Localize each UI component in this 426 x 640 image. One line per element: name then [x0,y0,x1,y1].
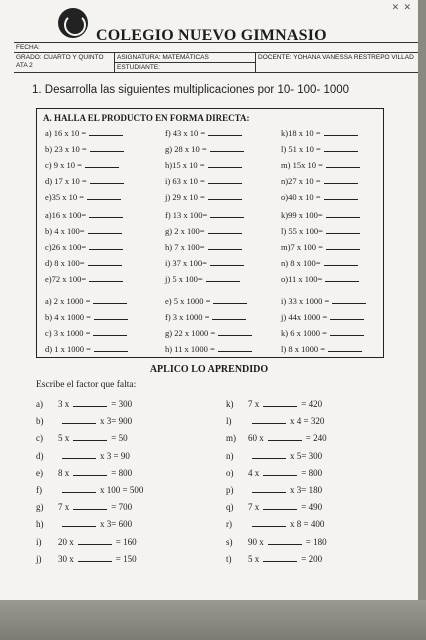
answer-blank[interactable] [94,343,128,352]
missing-factor-item [36,467,132,478]
exercise-item [281,225,360,236]
missing-factor-item [226,518,324,529]
estudiante-label: ESTUDIANTE: [115,62,255,72]
item-letter: k) [226,399,234,409]
equation-text: = 240 [305,433,327,444]
answer-blank[interactable] [263,398,297,407]
item-letter: j) [36,553,42,564]
missing-factor-item [226,432,327,443]
missing-factor-item [226,415,324,426]
exercise-item [281,143,358,154]
answer-blank[interactable] [73,467,107,476]
exercise-item [281,273,359,284]
exercise-item [165,127,242,138]
exercise-text: f) 43 x 10 = [165,128,206,138]
exercise-text: e) 5 x 1000 = [165,296,211,306]
answer-blank[interactable] [330,327,364,336]
answer-blank[interactable] [332,295,366,304]
equation-text: = 50 [111,433,128,444]
exercise-item [165,209,244,220]
exercise-item [281,191,358,202]
exercise-item [281,257,358,268]
exercise-text: e)35 x 10 = [45,192,85,202]
exercise-item [45,343,128,354]
answer-blank[interactable] [73,432,107,441]
exercise-text: k)18 x 10 = [281,128,321,138]
factor-text: 7 x [248,399,260,409]
answer-blank[interactable] [62,484,96,493]
exercise-text: h)15 x 10 = [165,160,205,170]
question-1-text: 1. Desarrolla las siguientes multiplicaciones por 10- 100- 1000 [32,84,350,96]
missing-factor-item [36,553,137,564]
equation-text: x 3= 600 [100,519,133,530]
exercise-text: c) 3 x 1000 = [45,328,91,338]
equation-text: = 160 [115,536,137,547]
exercise-text: d) 8 x 100= [45,258,85,268]
equation-text: = 800 [301,467,323,478]
exercise-item [281,311,364,322]
answer-blank[interactable] [78,553,112,562]
exercise-item [281,175,358,186]
exercise-item [281,209,360,220]
answer-blank[interactable] [268,432,302,441]
equation-text: = 180 [305,536,327,547]
exercise-item [281,343,362,354]
factor-text: 8 x [58,467,70,478]
exercise-item [165,175,242,186]
item-letter: d) [36,450,44,461]
equation-text: x 4 = 320 [290,416,325,427]
item-letter: t) [226,553,232,564]
exercise-item [281,295,366,306]
factor-text: 5 x [248,553,260,564]
exercise-item [45,127,123,138]
factor-text: 5 x [58,433,70,444]
header-table [14,42,418,73]
exercise-text: k)99 x 100= [281,210,323,220]
answer-blank[interactable] [268,536,302,545]
equation-text: = 800 [111,467,133,478]
exercise-text: e)72 x 100= [45,274,87,284]
grado-label: GRADO: CUARTO Y QUINTO ATA 2 [16,54,104,69]
answer-blank[interactable] [263,553,297,562]
section-b-intro: Escribe el factor que falta: [36,380,137,390]
exercise-item [281,327,364,338]
missing-factor-item [36,432,128,443]
item-letter: a) [36,399,43,409]
exercise-text: g) 22 x 1000 = [165,328,216,338]
exercise-text: a)16 x 100= [45,210,87,220]
answer-blank[interactable] [208,175,242,184]
exercise-text: f) 13 x 100= [165,210,208,220]
exercise-item [45,191,121,202]
answer-blank[interactable] [73,398,107,407]
exercise-item [45,225,122,236]
answer-blank[interactable] [328,343,362,352]
answer-blank[interactable] [90,175,124,184]
exercise-item [45,241,123,252]
answer-blank[interactable] [62,415,96,424]
exercise-text: j) 5 x 100= [165,274,203,284]
equation-text: = 490 [301,502,323,513]
exercise-text: a) 2 x 1000 = [45,296,91,306]
answer-blank[interactable] [324,175,358,184]
missing-factor-item [36,398,132,409]
equation-text: x 5= 300 [290,450,323,461]
exercise-text: c) 9 x 10 = [45,160,82,170]
equation-text: x 8 = 400 [290,519,325,530]
equation-text: x 100 = 500 [100,485,144,495]
equation-text: x 3= 900 [100,416,133,427]
exercise-text: f) 3 x 1000 = [165,312,210,322]
corner-decoration: ✕ ✕ [391,2,412,12]
factor-text: 90 x [248,536,264,547]
exercise-item [281,127,358,138]
missing-factor-item [226,501,322,512]
answer-blank[interactable] [89,127,123,136]
exercise-text: l) 55 x 100= [281,226,323,236]
exercise-text: i) 37 x 100= [165,258,207,268]
exercise-item [165,191,242,202]
school-name: COLEGIO NUEVO GIMNASIO [96,27,327,44]
answer-blank[interactable] [210,209,244,218]
answer-blank[interactable] [89,209,123,218]
missing-factor-item [36,501,132,512]
item-letter: l) [226,416,232,427]
exercise-item [45,273,123,284]
equation-text: = 200 [301,553,323,564]
section-a-box [36,108,384,358]
exercise-item [165,143,244,154]
factor-text: 7 x [58,502,70,513]
answer-blank[interactable] [89,273,123,282]
exercise-text: b) 23 x 10 = [45,144,87,154]
item-letter: e) [36,467,43,478]
item-letter: b) [36,416,44,427]
school-logo-icon [58,8,88,38]
missing-factor-item [226,398,322,409]
exercise-text: h) 11 x 1000 = [165,344,215,354]
exercise-text: n) 8 x 100= [281,258,321,268]
missing-factor-item [36,536,137,547]
answer-blank[interactable] [326,159,360,168]
item-letter: s) [226,536,233,547]
answer-blank[interactable] [88,225,122,234]
factor-text: 20 x [58,536,74,547]
answer-blank[interactable] [252,450,286,459]
exercise-text: i) 63 x 10 = [165,176,205,186]
answer-blank[interactable] [88,257,122,266]
exercise-item [165,241,242,252]
item-letter: r) [226,519,232,530]
exercise-item [45,311,128,322]
item-letter: p) [226,485,234,495]
answer-blank[interactable] [218,327,252,336]
exercise-text: d) 1 x 1000 = [45,344,91,354]
exercise-item [165,327,252,338]
missing-factor-item [36,518,132,529]
missing-factor-item [226,536,327,547]
item-letter: m) [226,433,236,444]
answer-blank[interactable] [87,191,121,200]
missing-factor-item [226,450,322,461]
exercise-text: o)11 x 100= [281,274,323,284]
answer-blank[interactable] [78,536,112,545]
item-letter: o) [226,467,234,478]
exercise-item [165,257,244,268]
answer-blank[interactable] [252,484,286,493]
exercise-item [165,343,252,354]
missing-factor-item [226,484,322,495]
answer-blank[interactable] [208,159,242,168]
missing-factor-item [36,415,132,426]
factor-text: 4 x [248,467,260,478]
exercise-text: l) 8 x 1000 = [281,344,325,354]
answer-blank[interactable] [62,450,96,459]
exercise-text: i) 33 x 1000 = [281,296,330,306]
answer-blank[interactable] [94,311,128,320]
answer-blank[interactable] [213,295,247,304]
answer-blank[interactable] [208,127,242,136]
exercise-text: g) 28 x 10 = [165,144,207,154]
answer-blank[interactable] [93,327,127,336]
answer-blank[interactable] [326,209,360,218]
missing-factor-item [226,467,322,478]
answer-blank[interactable] [212,311,246,320]
answer-blank[interactable] [93,295,127,304]
item-letter: i) [36,536,42,547]
answer-blank[interactable] [324,257,358,266]
exercise-text: k) 6 x 1000 = [281,328,327,338]
answer-blank[interactable] [206,273,240,282]
item-letter: n) [226,450,234,461]
answer-blank[interactable] [325,273,359,282]
exercise-text: l) 51 x 10 = [281,144,321,154]
exercise-item [45,209,123,220]
exercise-text: n)27 x 10 = [281,176,321,186]
answer-blank[interactable] [210,143,244,152]
answer-blank[interactable] [330,311,364,320]
exercise-text: o)40 x 10 = [281,192,321,202]
exercise-item [45,143,124,154]
answer-blank[interactable] [263,467,297,476]
answer-blank[interactable] [62,518,96,527]
missing-factor-item [36,450,130,461]
answer-blank[interactable] [263,501,297,510]
docente-label: DOCENTE: YOHANA VANESSA RESTREPO VILLAD [255,53,416,72]
equation-text: = 700 [111,502,133,513]
exercise-item [281,241,360,252]
answer-blank[interactable] [208,225,242,234]
factor-text: 30 x [58,553,74,564]
exercise-item [165,295,247,306]
exercise-text: m) 15x 10 = [281,160,323,170]
exercise-text: m)7 x 100 = [281,242,323,252]
answer-blank[interactable] [208,191,242,200]
item-letter: h) [36,519,44,530]
answer-blank[interactable] [324,191,358,200]
equation-text: x 3= 180 [290,485,323,495]
factor-text: 7 x [248,502,260,513]
answer-blank[interactable] [90,143,124,152]
exercise-item [165,311,246,322]
item-letter: q) [226,502,234,513]
item-letter: c) [36,433,43,444]
answer-blank[interactable] [252,415,286,424]
fecha-label: FECHA: [16,44,40,51]
answer-blank[interactable] [85,159,119,168]
answer-blank[interactable] [89,241,123,250]
equation-text: = 300 [111,399,133,409]
answer-blank[interactable] [210,257,244,266]
exercise-text: c)26 x 100= [45,242,87,252]
answer-blank[interactable] [252,518,286,527]
equation-text: = 420 [301,399,323,409]
answer-blank[interactable] [208,241,242,250]
factor-text: 3 x [58,399,70,409]
item-letter: f) [36,485,42,495]
exercise-item [165,225,242,236]
missing-factor-item [36,484,143,495]
section-b-title: APLICO LO APRENDIDO [149,364,269,375]
answer-blank[interactable] [326,225,360,234]
missing-factor-item [226,553,322,564]
section-a-title: A. HALLA EL PRODUCTO EN FORMA DIRECTA: [43,113,250,123]
exercise-item [45,327,127,338]
answer-blank[interactable] [218,343,252,352]
exercise-item [165,159,242,170]
exercise-text: j) 44x 1000 = [281,312,328,322]
factor-text: 60 x [248,433,264,444]
answer-blank[interactable] [73,501,107,510]
equation-text: x 3 = 90 [100,450,130,461]
exercise-text: b) 4 x 1000 = [45,312,91,322]
exercise-item [45,175,124,186]
asignatura-label: ASIGNATURA: MATEMÁTICAS [117,54,209,61]
exercise-item [45,295,127,306]
exercise-text: j) 29 x 10 = [165,192,205,202]
exercise-text: h) 7 x 100= [165,242,205,252]
answer-blank[interactable] [326,241,360,250]
exercise-item [165,273,240,284]
exercise-text: d) 17 x 10 = [45,176,87,186]
exercise-item [281,159,360,170]
exercise-text: b) 4 x 100= [45,226,85,236]
exercise-item [45,159,119,170]
answer-blank[interactable] [324,127,358,136]
item-letter: g) [36,502,44,513]
equation-text: = 150 [115,553,137,564]
exercise-text: g) 2 x 100= [165,226,205,236]
table-surface [0,600,426,640]
exercise-text: a) 16 x 10 = [45,128,87,138]
answer-blank[interactable] [324,143,358,152]
exercise-item [45,257,122,268]
